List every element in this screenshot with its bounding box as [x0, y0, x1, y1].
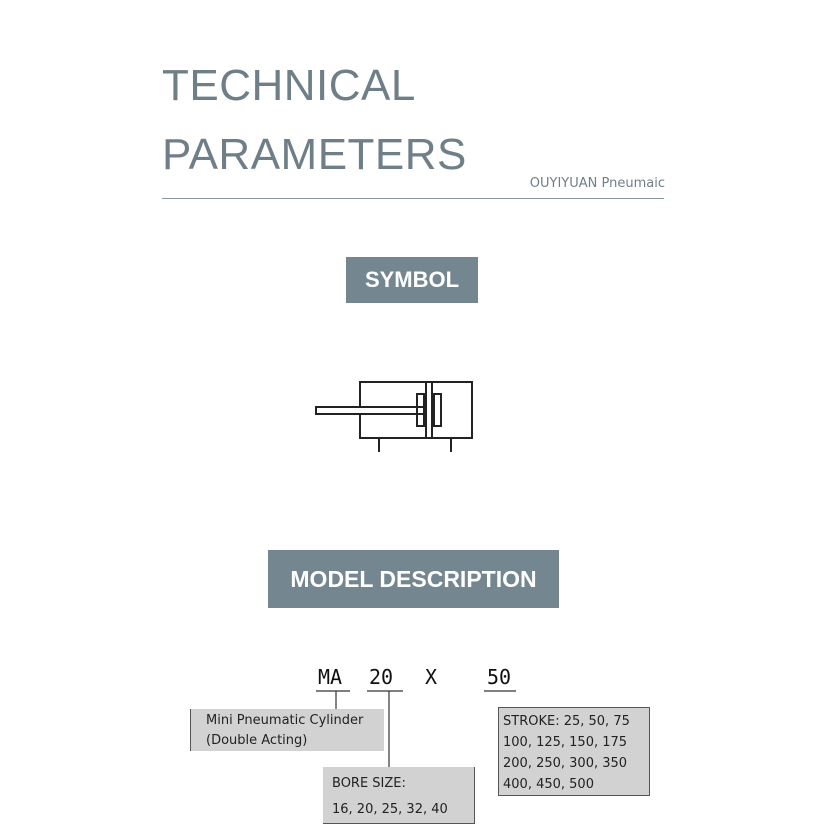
type-line-2: (Double Acting): [206, 733, 308, 748]
model-code-bore: 20: [369, 665, 394, 689]
bore-size-values: 16, 20, 25, 32, 40: [332, 802, 448, 817]
page-title-line-2: PARAMETERS: [162, 130, 467, 179]
stroke-line-2: 100, 125, 150, 175: [503, 735, 628, 750]
stroke-line-3: 200, 250, 300, 350: [503, 756, 628, 771]
stroke-line-4: 400, 450, 500: [503, 777, 594, 792]
symbol-section-banner: SYMBOL: [346, 257, 478, 303]
stroke-box: [498, 707, 650, 796]
bore-size-box: [323, 767, 475, 824]
page-title-line-1: TECHNICAL: [162, 61, 416, 110]
bore-size-label: BORE SIZE:: [332, 776, 406, 791]
type-description-box: [190, 709, 384, 751]
model-code-separator: X: [425, 665, 438, 689]
stroke-line-1: STROKE: 25, 50, 75: [503, 714, 630, 729]
model-code-series: MA: [318, 665, 343, 689]
model-description-banner: MODEL DESCRIPTION: [268, 550, 559, 608]
brand-name: OUYIYUAN Pneumaic: [529, 176, 665, 191]
type-line-1: Mini Pneumatic Cylinder: [206, 713, 364, 728]
model-code-stroke: 50: [487, 665, 512, 689]
